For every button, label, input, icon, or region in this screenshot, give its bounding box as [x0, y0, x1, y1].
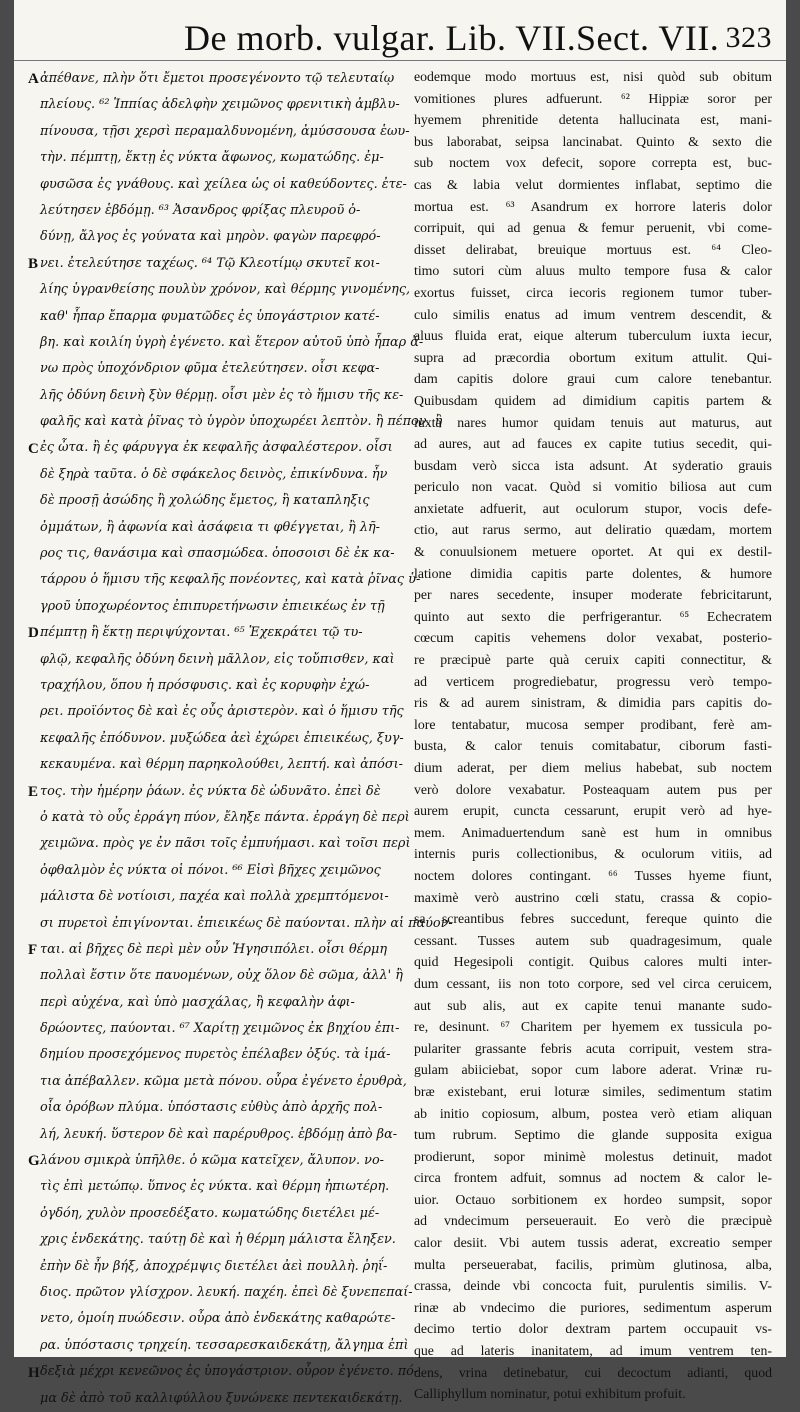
- latin-text-line: gulam abiiciebat, sopor cum labore aderat. Vrinæ ru-: [414, 1062, 772, 1078]
- greek-text-line: τια ἀπέβαλλεν. κῶμα μετὰ πόνου. οὖρα ἐγένετο ἐρυθρὰ,: [40, 1073, 407, 1089]
- greek-text-line: μα δὲ ἀπὸ τοῦ καλλιφύλλου ξυνώνεκε πεντεκαιδεκάτῃ.: [40, 1390, 403, 1406]
- greek-text-line: διος. πρῶτον γλίσχρον. λευκή. παχέη. ἐπεὶ δὲ ξυνεπεπαί-: [40, 1284, 413, 1300]
- greek-text-line: λή, λευκή. ὕστερον δὲ καὶ παρέρυθρος. ἑβδόμῃ ἀπὸ βα-: [40, 1126, 398, 1142]
- greek-text-line: δὲ προσῇ ἀσώδης ἢ χολώδης ἔμετος, ἢ καταπληξις: [40, 493, 370, 509]
- latin-text-line: ad aures, aut ad fauces ex capite tutius secedit, qui-: [414, 436, 772, 452]
- latin-text-line: lore tentabatur, mucosa semper prodibant, ferè am-: [414, 716, 772, 732]
- latin-text-line: cas & labia velut dormientes inflabat, septimo die: [414, 176, 772, 192]
- greek-text-line: λεύτησεν ἑβδόμῃ. ⁶³ Ἀσανδρος φρίξας πλευροῦ ὀ-: [40, 202, 361, 218]
- greek-text-line: δύνῃ, ἄλγος ἐς γούνατα καὶ μηρὸν. φαγὼν παρεφρό-: [40, 229, 381, 245]
- section-marker: A: [28, 71, 39, 87]
- latin-text-line: dam capitis dolore graui cum calore tenebantur.: [414, 371, 772, 387]
- latin-text-line: noctem dolores contingant. ⁶⁶ Tusses hyeme fiunt,: [414, 867, 772, 883]
- greek-text-line: καθ' ἧπαρ ἔπαρμα φυματῶδες ἐς ὑπογάστριον κατέ-: [40, 308, 380, 324]
- greek-text-line: λάνου σμικρὰ ὑπῆλθε. ὁ κῶμα κατεῖχεν, ἄλυπον. νο-: [40, 1153, 384, 1169]
- latin-text-line: ad vndecimum perseuerauit. Eo verò die præcipuè: [414, 1213, 772, 1229]
- latin-text-line: re præcipuè parte quà ceruix capiti connectitur, &: [414, 652, 772, 668]
- greek-text-line: τὶς ἐπὶ μετώπῳ. ὕπνος ἐς νύκτα. καὶ θέρμη ἠπιωτέρη.: [40, 1179, 390, 1195]
- section-marker: E: [28, 783, 39, 800]
- latin-text-line: circa frontem adfuit, somnus ad noctem & calor le-: [414, 1170, 772, 1186]
- latin-text-line: mortua est. ⁶³ Asandrum ex horrore lateris dolor: [414, 198, 772, 214]
- latin-text-line: periculo non vacat. Quòd si vomitio biliosa aut cum: [414, 479, 772, 495]
- greek-text-line: ὁ κατὰ τὸ οὖς ἐρράγη πύον, ἔληξε πάντα. ἐρράγη δὲ περὶ: [40, 809, 410, 825]
- latin-text-line: que ad lateris inanitatem, ad imum ventrem ten-: [414, 1343, 772, 1359]
- greek-text-line: βη. καὶ κοιλίη ὑγρὴ ἐγένετο. καὶ ἕτερον αὐτοῦ ὑπὸ ἧπαρ ἄ-: [40, 334, 424, 350]
- latin-text-line: prodierunt, sopor minimè molestus detinuit, madot: [414, 1148, 772, 1164]
- greek-text-line: ρα. ὑπόστασις τρηχείη. τεσσαρεσκαιδεκάτῃ, ἄλγημα ἐπὶ: [40, 1337, 409, 1353]
- latin-text-line: re, desinunt. ⁶⁷ Charitem per hyemem ex tussicula po-: [414, 1019, 772, 1035]
- latin-text-line: aut sub alis, aut ex capite tenui manante sudo-: [414, 997, 772, 1013]
- greek-text-line: πολλαὶ ἔστιν ὅτε παυομένων, οὐχ ὅλον δὲ σῶμα, ἀλλ' ἢ: [40, 968, 403, 984]
- section-label: Sect. VII.: [576, 18, 720, 58]
- latin-text-line: uior. Octauo sorbitionem ex hordeo sumpsit, sopor: [414, 1191, 772, 1207]
- page-number: 323: [725, 21, 772, 54]
- greek-text-line: πλείους. ⁶² Ἱππίας ἀδελφὴν χειμῶνος φρενιτικὴ ἀμβλυ-: [40, 97, 400, 113]
- latin-text-line: corripuit, qui ad genua & femur peruenit, vbi come-: [414, 220, 772, 236]
- greek-text-line: οἷα ὀρόβων πλύμα. ὑπόστασις εὐθὺς ἀπὸ ἀρχῆς πολ-: [40, 1100, 383, 1116]
- latin-text-line: tum rubrum. Septimo die glande supposita exigua: [414, 1127, 772, 1143]
- greek-text-line: τος. τὴν ἡμέρην ῥάων. ἐς νύκτα δὲ ὠδυνᾶτο. ἐπεὶ δὲ: [40, 783, 381, 799]
- greek-text-line: δρώοντες, παύονται. ⁶⁷ Χαρίτῃ χειμῶνος ἐκ βηχίου ἐπι-: [40, 1021, 400, 1037]
- latin-text-line: calor desiit. Vbi autem tussis aderat, excreatio semper: [414, 1235, 772, 1251]
- greek-text-line: πέμπτῃ ἢ ἕκτῃ περιψύχονται. ⁶⁵ Ἐχεκράτει τῷ τυ-: [40, 625, 363, 641]
- latin-text-line: ab initio copiosum, album, postea verò etiam aliquan: [414, 1105, 772, 1121]
- greek-text-line: νει. ἐτελεύτησε ταχέως. ⁶⁴ Τῷ Κλεοτίμῳ σκυτεῖ κοι-: [40, 255, 380, 271]
- greek-text-line: δημίου προσεχόμενος πυρετὸς ἐπέλαβεν ὀξύς. τὰ ἱμά-: [40, 1047, 391, 1063]
- latin-text-line: dium aderat, per diem melius habebat, sub noctem: [414, 760, 772, 775]
- section-marker: D: [28, 625, 39, 642]
- latin-text-line: Calliphyllum nominatur, potui exhibitum profuit.: [414, 1386, 686, 1402]
- latin-text-line: internis puris collectionibus, & oculorum vitiis, ad: [414, 846, 772, 862]
- latin-text-line: multa perseuerabat, facilis, primùm glutinosa, alba,: [414, 1256, 772, 1272]
- latin-text-line: maximè verò austrino cœli statu, crassa & copio-: [414, 889, 772, 905]
- latin-text-line: bræ existebant, erui loturæ similes, sedimentum statim: [414, 1083, 772, 1099]
- greek-text-line: γροῦ ὑποχωρέοντος ἐπιπυρετήνωσιν ἐπιεικέως ἐν τῇ: [40, 598, 385, 614]
- latin-text-line: eodemque modo mortuus est, nisi quòd sub obitum: [414, 69, 772, 84]
- latin-text-line: bus laborabat, seipsa lancinabat. Quinto & sexto die: [414, 133, 772, 149]
- greek-text-line: ἐπὴν δὲ ἦν βήξ, ἀποχρέμψις διετέλει ἀεὶ πουλλὴ. ῥηΐ-: [40, 1258, 388, 1274]
- latin-text-line: dum cessant, iis non toto corpore, sed vel circa ceruicem,: [414, 975, 772, 991]
- latin-text-line: rinæ ab vndecimo die puriores, sedimentum asperum: [414, 1299, 772, 1315]
- greek-text-line: χρις ἑνδεκάτης. ταύτῃ δὲ καὶ ἡ θέρμη μάλιστα ἔληξεν.: [40, 1232, 396, 1248]
- latin-text-line: & conuulsionem metuere oportet. At qui ex destil-: [414, 544, 772, 560]
- latin-text-line: busta, & calor tenuis comitabatur, ciborum fasti-: [414, 738, 772, 754]
- latin-text-line: verò dolore vexabatur. Posteaquam autem pus per: [414, 781, 772, 797]
- latin-text-line: timo sutori cùm aluus multo tempore fusa & calor: [414, 263, 772, 279]
- latin-text-line: aluus fluida erat, eique alterum tuberculum iuxta iecur,: [414, 328, 772, 344]
- greek-text-line: τάρρου ὁ ἥμισυ τῆς κεφαλῆς πονέοντες, καὶ κατὰ ῥῖνας ὑ-: [40, 572, 421, 588]
- section-marker: B: [28, 255, 39, 272]
- greek-text-line: τραχήλου, ὅπου ἡ πρόσφυσις. καὶ ἐς κορυφὴν ἐχώ-: [40, 677, 370, 693]
- latin-text-line: disset delirabat, breuique mortuus est. ⁶⁴ Cleo-: [414, 241, 772, 257]
- latin-text-line: decimo tertio dolor dextram partem occupauit vs-: [414, 1321, 772, 1337]
- header-rule: [14, 60, 786, 61]
- latin-text-line: busdam verò sicca ista adsunt. At syderatio grauis: [414, 457, 772, 473]
- book-page: [14, 0, 786, 1406]
- latin-text-line: Quibusdam quidem ad dimidium capitis partem &: [414, 392, 772, 408]
- greek-text-line: ρος τις, θανάσιμα καὶ σπασμώδεα. ὁποσοισι δὲ ἐκ κα-: [40, 546, 395, 562]
- greek-text-line: ὀγδόη, χυλὸν προσεδέξατο. κωματώδης διετέλει μέ-: [40, 1205, 380, 1221]
- latin-text-line: cœcum capitis vehemens dolor vexabat, posterio-: [414, 630, 772, 646]
- latin-column: [414, 66, 772, 1402]
- greek-text-line: κεκαυμένα. καὶ θέρμη παρηκολούθει, λεπτή. καὶ ἀπόσι-: [40, 757, 403, 773]
- latin-text-line: cessant. Tusses autem sub quadragesimum, quale: [414, 932, 772, 948]
- latin-text-line: culo similis enatus ad imum ventrem descendit, &: [414, 306, 772, 322]
- greek-text-line: πίνουσα, τῇσι χερσὶ περαμαλδυνομένη, ἀμύσσουσα ἑωυ-: [40, 123, 410, 139]
- running-header: [184, 18, 772, 58]
- greek-text-line: λίης ὑγρανθείσης πουλὺν χρόνον, καὶ θέρμης γινομένης,: [40, 282, 411, 298]
- latin-text-line: dens, vrina detinebatur, cui decoctum adianti, quod: [414, 1364, 772, 1380]
- section-marker: G: [28, 1153, 40, 1170]
- latin-text-line: supra ad præcordia obortum exitum attulit. Qui-: [414, 349, 772, 365]
- latin-text-line: ad verticem progrediebatur, progressu verò tempo-: [414, 673, 772, 689]
- latin-text-line: sa screantibus febres succedunt, fereque quinto die: [414, 911, 772, 927]
- greek-text-line: φυσῶσα ἐς γνάθους. καὶ χείλεα ὡς οἱ καθεύδοντες. ἐτε-: [40, 176, 407, 192]
- greek-text-line: νω πρὸς ὑποχόνδριον φῦμα ἐτελεύτησεν. οἷσι κεφα-: [40, 361, 380, 377]
- greek-text-line: ἀπέθανε, πλὴν ὅτι ἔμετοι προσεγένοντο τῷ τελευταίῳ: [40, 71, 395, 86]
- latin-text-line: per nares secedente, insuper moderate febricitarunt,: [414, 587, 772, 603]
- latin-text-line: aurem erupit, cuncta cessarunt, erupit verò ad hye-: [414, 803, 772, 819]
- greek-text-line: ρει. προϊόντος δὲ καὶ ἐς οὖς ἀριστερὸν. καὶ ὁ ἥμισυ τῆς: [40, 704, 404, 720]
- greek-text-line: λῆς ὀδύνη δεινὴ ξὺν θέρμῃ. οἷσι μὲν ἐς τὸ ἥμισυ τῆς κε-: [40, 387, 404, 403]
- greek-text-line: δὲ ξηρὰ ταῦτα. ὁ δὲ σφάκελος δεινὸς, ἐπικίνδυνα. ἦν: [40, 466, 388, 482]
- latin-text-line: mem. Animaduertendum sanè est hum in omnibus: [414, 824, 772, 840]
- greek-text-line: σι πυρετοὶ ἐπιγίνονται. ἐπιεικέως δὲ παύονται. πλὴν αἱ παύον-: [40, 915, 453, 931]
- greek-text-line: ὀμμάτων, ἢ ἀφωνία καὶ ἀσάφεια τι φθέγγεται, ἢ λῆ-: [40, 519, 380, 535]
- latin-text-line: sub noctem vox defecit, sopore correpta est, buc-: [414, 155, 772, 171]
- greek-text-line: φαλῆς καὶ κατὰ ῥῖνας τὸ ὑγρὸν ὑποχωρέει λεπτὸν. ἢ πέπον. ἢ: [40, 414, 443, 430]
- latin-text-line: vomitiones plures adfuerunt. ⁶² Hippiæ soror per: [414, 90, 772, 106]
- greek-text-line: μάλιστα δὲ νοτίοισι, παχέα καὶ πολλὰ χρεμπτόμενοι-: [40, 889, 389, 905]
- greek-text-line: χειμῶνα. πρὸς γε ἐν πᾶσι τοῖς ἐμπυήμασι. καὶ τοῖσι περὶ: [40, 836, 411, 852]
- greek-text-line: ἐς ὦτα. ἢ ἐς φάρυγγα ἐκ κεφαλῆς ἀσφαλέστερον. οἷσι: [40, 440, 393, 456]
- latin-text-line: anxietate adfuerit, aut oculorum stupor, vocis defe-: [414, 500, 772, 516]
- greek-text-line: νετο, ὁμοίη πυώδεσιν. οὖρα ἀπὸ ἑνδεκάτης καθαρώτε-: [40, 1311, 396, 1327]
- greek-text-line: ὀφθαλμὸν ἐς νύκτα οἱ πόνοι. ⁶⁶ Εἰσὶ βῆχες χειμῶνος: [40, 862, 381, 878]
- latin-text-line: ctio, aut rarus sermo, aut deliratio quædam, mortem: [414, 522, 772, 538]
- section-marker: F: [28, 942, 38, 959]
- latin-text-line: hyemem phrenitide detenta hallucinata est, mani-: [414, 112, 772, 128]
- greek-text-line: τὴν. πέμπτῃ, ἕκτῃ ἐς νύκτα ἄφωνος, κωματώδης. ἐμ-: [40, 150, 384, 166]
- latin-text-line: pulariter grassante febris acuta corripuit, vestem stra-: [414, 1040, 772, 1056]
- greek-text-line: φλῷ, κεφαλῆς ὀδύνη δεινὴ μᾶλλον, εἰς τοὔπισθεν, καὶ: [40, 651, 395, 667]
- latin-text-line: crassa, deinde vbi concocta fuit, purulentis similis. V-: [414, 1278, 772, 1294]
- greek-text-line: περὶ αὐχένα, καὶ ὑπὸ μασχάλας, ἢ κεφαλὴν ἀφι-: [40, 994, 355, 1010]
- latin-text-line: latione dimidia capitis parte dolentes, & humore: [414, 565, 772, 581]
- greek-text-line: κεφαλῆς ἐπόδυνον. μυξώδεα ἀεὶ ἐχώρει ἐπιεικέως, ξυγ-: [40, 730, 404, 746]
- latin-text-line: exortus fuisset, circa iecoris regionem tumor tuber-: [414, 284, 772, 300]
- latin-text-line: quinto aut sexto die perfrigerantur. ⁶⁵ Echecratem: [414, 608, 772, 624]
- section-marker: C: [28, 440, 39, 457]
- greek-text-line: δεξιὰ μέχρι κενεῶνος ἐς ὑπογάστριον. οὖρον ἐγένετο. πό-: [40, 1364, 419, 1380]
- running-title: De morb. vulgar. Lib. VII.: [184, 18, 577, 58]
- latin-text-line: iuxta nares humor quidam tenuis aut maturus, aut: [414, 414, 772, 430]
- greek-column: [26, 66, 453, 1406]
- latin-text-line: quid Hegesipoli contigit. Quibus calores multi inter-: [414, 954, 772, 970]
- latin-text-line: ris & ad aurem sinistram, & dimidia pars capitis do-: [414, 695, 772, 711]
- greek-text-line: ται. αἱ βῆχες δὲ περὶ μὲν οὖν Ἡγησιπόλει. οἷσι θέρμη: [40, 941, 388, 957]
- section-marker: H: [28, 1364, 40, 1381]
